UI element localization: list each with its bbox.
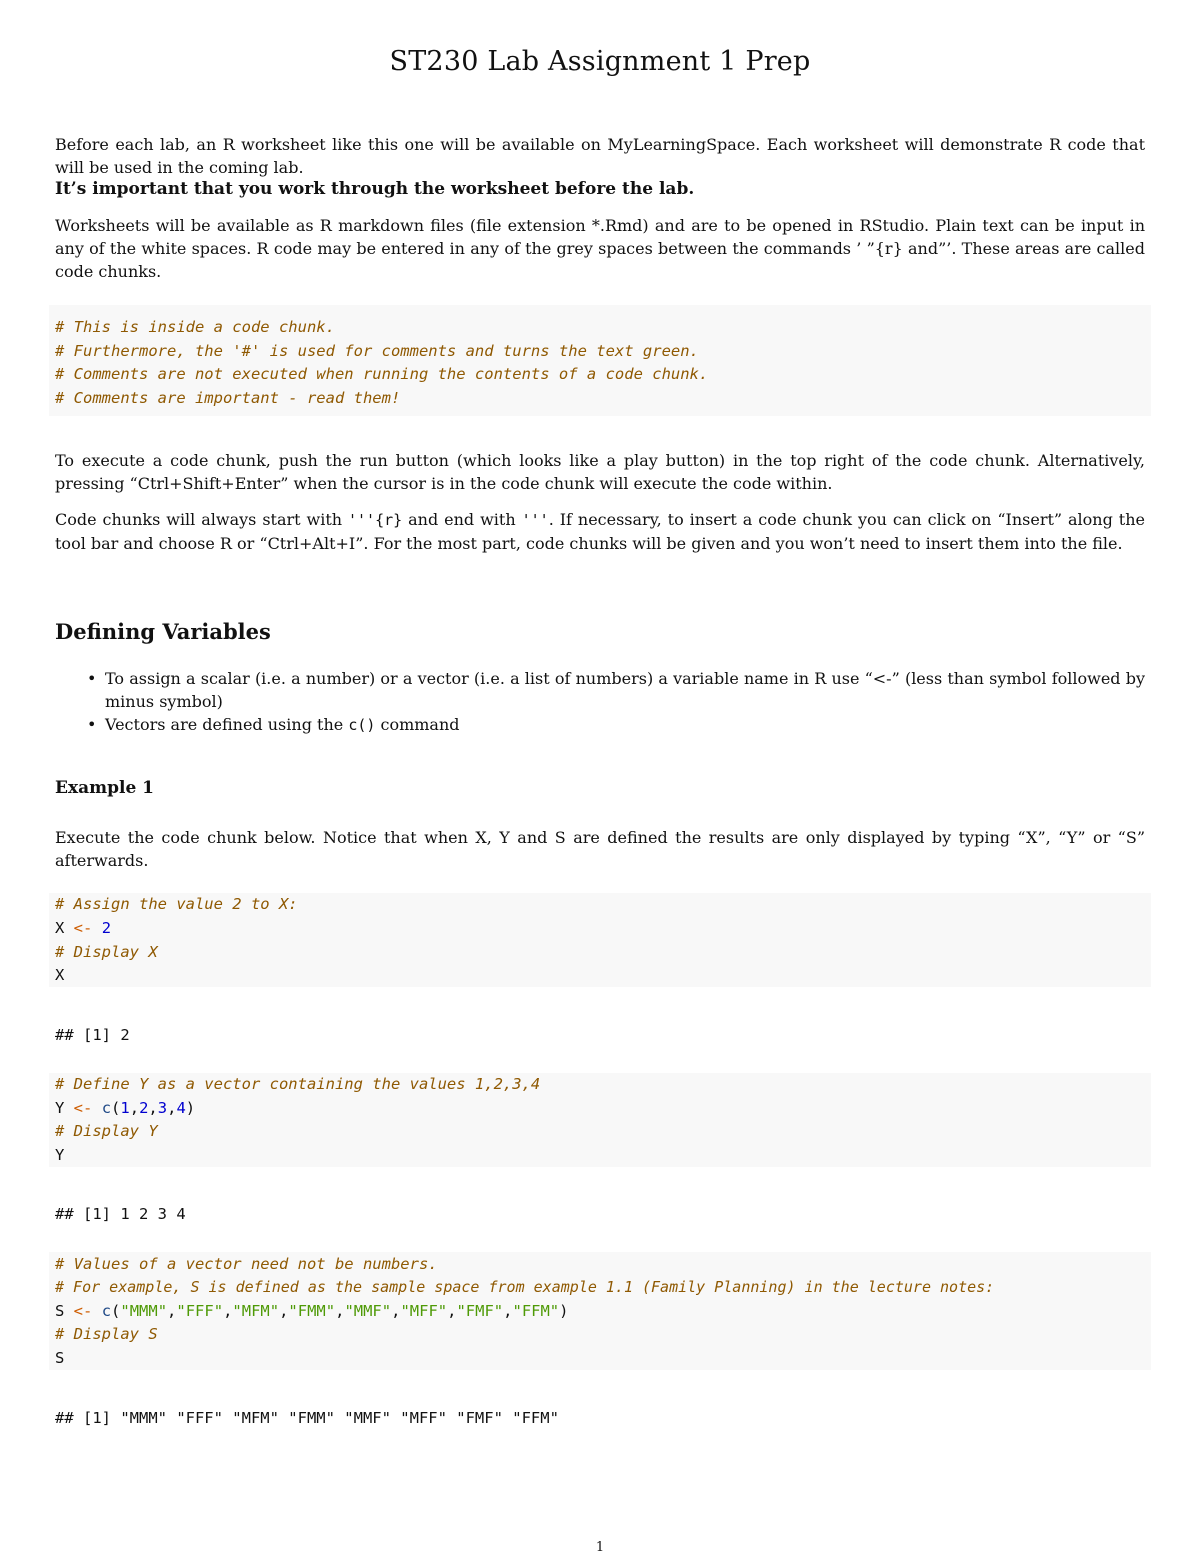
inline-code: '''{r} [348,511,403,529]
section-heading: Defining Variables [55,619,271,644]
bullet-list [55,667,1145,737]
code-comment: # Furthermore, the '#' is used for comments and turns the text green. [55,342,699,360]
code-line: S <- c("MMM","FFF","MFM","FMM","MMF","MFF","FMF","FFM") [55,1302,569,1320]
example-paragraph: Execute the code chunk below. Notice that when X, Y and S are defined the results are only displayed by typing “X”, “Y” or “S” afterwards. [55,828,1145,870]
execute-paragraph: To execute a code chunk, push the run button (which looks like a play button) in the top right of the code chunk. Alternatively, pressing “Ctrl+Shift+Enter” when the cursor is in the code chunk will execute the code within. [55,451,1145,493]
page-title: ST230 Lab Assignment 1 Prep [389,46,811,77]
bullet-item: • Vectors are defined using the c() command [87,715,460,734]
code-comment: # Define Y as a vector containing the values 1,2,3,4 [55,1075,541,1093]
example-heading: Example 1 [55,778,155,798]
code-output: ## [1] 1 2 3 4 [55,1205,186,1223]
code-output: ## [1] "MMM" "FFF" "MFM" "FMM" "MMF" "MFF" "FMF" "FFM" [55,1409,559,1427]
bullet-item: • To assign a scalar (i.e. a number) or a vector (i.e. a list of numbers) a variable name in R use “<-” (less than symbol followed by minus symbol) [87,669,1145,711]
intro-bold-note: It’s important that you work through the worksheet before the lab. [55,179,695,199]
code-line: X <- 2 [55,919,112,937]
page-number: 1 [595,1540,605,1555]
code-comment: # Values of a vector need not be numbers. [55,1255,438,1273]
code-chunk-paragraph: Code chunks will always start with '''{r} and end with '''. If necessary, to insert a code chunk you can click on “Insert” along the tool bar and choose R or “Ctrl+Alt+I”. For the most part, code chunks will be given and you won’t need to insert them into the file. [55,510,1145,553]
code-comment: # Display Y [55,1122,158,1140]
code-line: X [55,966,65,984]
code-output: ## [1] 2 [55,1026,130,1044]
code-comment: # Display X [55,943,158,961]
inline-code: ''' [521,511,549,529]
inline-code: c() [348,716,376,734]
code-comment: # Comments are not executed when running the contents of a code chunk. [55,365,709,383]
code-comment: # Comments are important - read them! [55,389,401,407]
code-comment: # Assign the value 2 to X: [55,895,298,913]
code-comment: # For example, S is defined as the sample space from example 1.1 (Family Planning) in the lecture notes: [55,1278,995,1296]
intro-paragraph: Before each lab, an R worksheet like this one will be available on MyLearningSpace. Each worksheet will demonstrate R code that will be used in the coming lab. [55,135,1145,177]
code-comment: # This is inside a code chunk. [55,318,335,336]
code-comment: # Display S [55,1325,158,1343]
code-line: Y [55,1146,65,1164]
intro-paragraph-2: Worksheets will be available as R markdown files (file extension *.Rmd) and are to be opened in RStudio. Plain text can be input in any of the white spaces. R code may be entered in any of the grey spaces between the commands ’ ”{r} and”’. These areas are called code chunks. [55,216,1145,281]
code-line: Y <- c(1,2,3,4) [55,1099,196,1117]
code-line: S [55,1349,65,1367]
